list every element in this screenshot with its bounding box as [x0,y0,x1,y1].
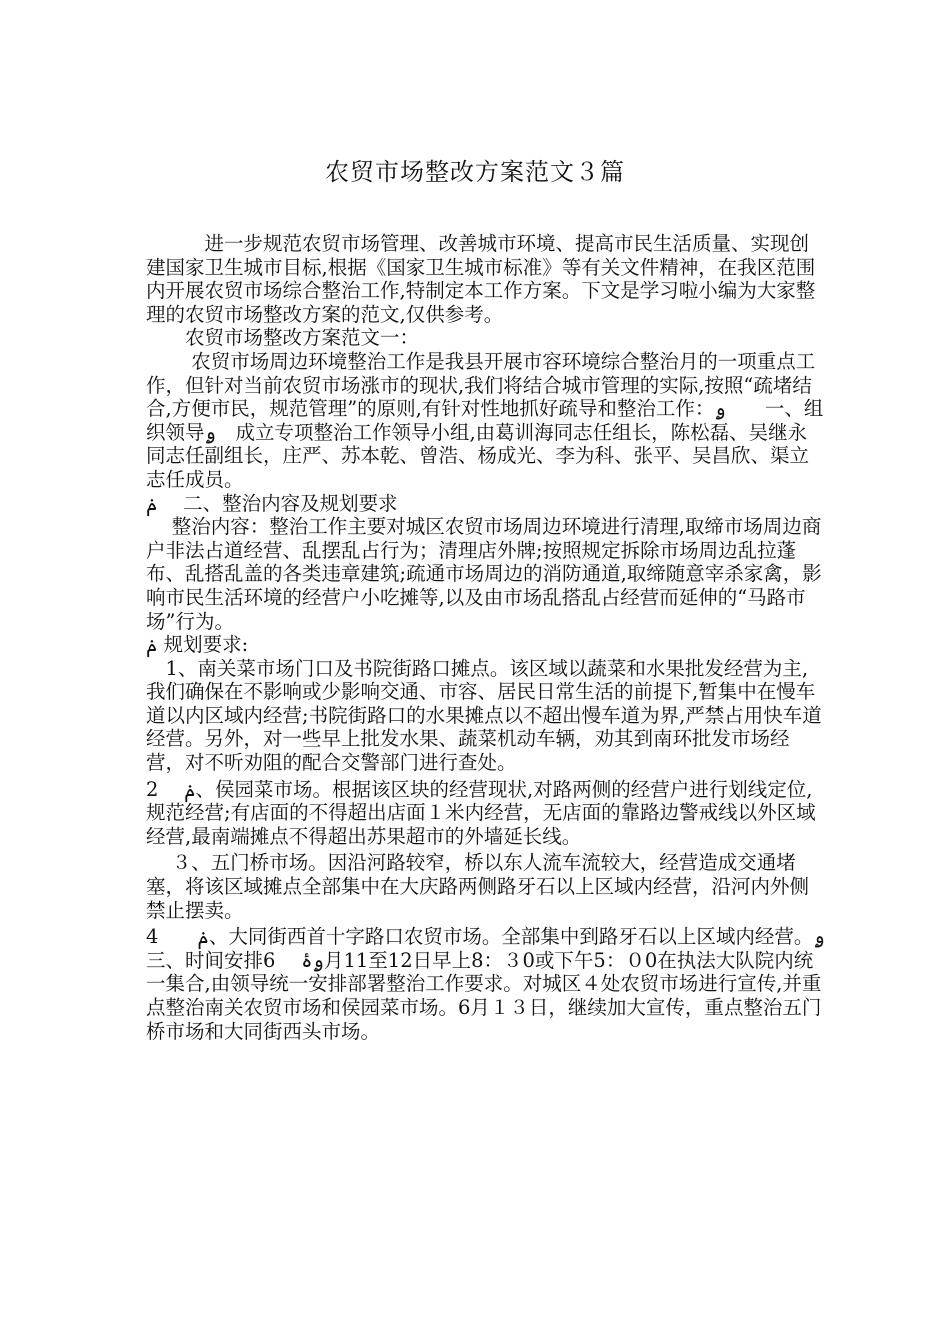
document-title: 农贸市场整改方案范文３篇 [325,158,625,186]
paragraph-heading-section-two: ݥ 二、整治内容及规划要求 [146,491,398,515]
paragraph-item-2: 2 ݥ、侯园菜市场。根据该区块的经营现状,对路两侧的经营户进行划线定位,规范经营;有店面的不得超出店面１米内经营，无店面的靠路边警戒线以外区域经营,最南端摊点不得超出苏果超市的外墙延长线。 [146,777,816,848]
paragraph-section-one: 农贸市场周边环境整治工作是我县开展市容环境综合整治月的一项重点工作，但针对当前农贸市场涨市的现状,我们将结合城市管理的实际,按照“疏堵结合,方便市民，规范管理”的原则,有针对性地抓好疏导和整治工作：ۄ 一、组织领导ۄ 成立专项整治工作领导小组,由葛训海同志任组长，陈松磊、吴继永同志任副组长，庄严、苏本乾、曾浩、杨成光、李为科、张平、吴昌欣、渠立志任成员。 [146,349,824,491]
paragraph-heading-sample-one: 农贸市场整改方案范文一： [146,326,420,350]
paragraph-intro: 进一步规范农贸市场管理、改善城市环境、提高市民生活质量、实现创建国家卫生城市目标,根据《国家卫生城市标准》等有关文件精神，在我区范围内开展农贸市场综合整治工作,特制定本工作方案。下文是学习啦小编为大家整理的农贸市场整改方案的范文,仅供参考。 [146,232,816,326]
paragraph-content: 整治内容：整治工作主要对城区农贸市场周边环境进行清理,取缔市场周边商户非法占道经营、乱摆乱占行为；清理店外牌;按照规定拆除市场周边乱拉蓬布、乱搭乱盖的各类违章建筑;疏通市场周边的消防通道,取缔随意宰杀家禽，影响市民生活环境的经营户小吃摊等,以及由市场乱搭乱占经营而延伸的“马路市场”行为。 [146,515,822,633]
paragraph-item-4: 4 ݥ、大同街西首十字路口农贸市场。全部集中到路牙石以上区域内经营。ۄ 三、时间安排6 ۄهٔ月11至12日早上8：３0或下午5：０0在执法大队院内统一集合,由领导统一安排部署整治工作要求。对城区４处农贸市场进行宣传,并重点整治南关农贸市场和侯园菜市场。6月１３日，继续加大宣传，重点整治五门桥市场和大同街西头市场。 [146,925,884,1043]
document-body [146,232,884,1043]
paragraph-item-1: 1、南关菜市场门口及书院街路口摊点。该区域以蔬菜和水果批发经营为主,我们确保在不影响或少影响交通、市容、居民日常生活的前提下,暂集中在慢车道以内区域内经营;书院街路口的水果摊点以不超出慢车道为界,严禁占用快车道经营。另外，对一些早上批发水果、蔬菜机动车辆，劝其到南环批发市场经营，对不听劝阻的配合交警部门进行查处。 [146,656,822,775]
paragraph-heading-requirements: ݥ 规划要求: [146,633,249,657]
paragraph-item-3: ３、五门桥市场。因沿河路较窄，桥以东人流车流较大，经营造成交通堵塞，将该区域摊点全部集中在大庆路两侧路牙石以上区域内经营，沿河内外侧禁止摆卖。 [146,851,810,922]
